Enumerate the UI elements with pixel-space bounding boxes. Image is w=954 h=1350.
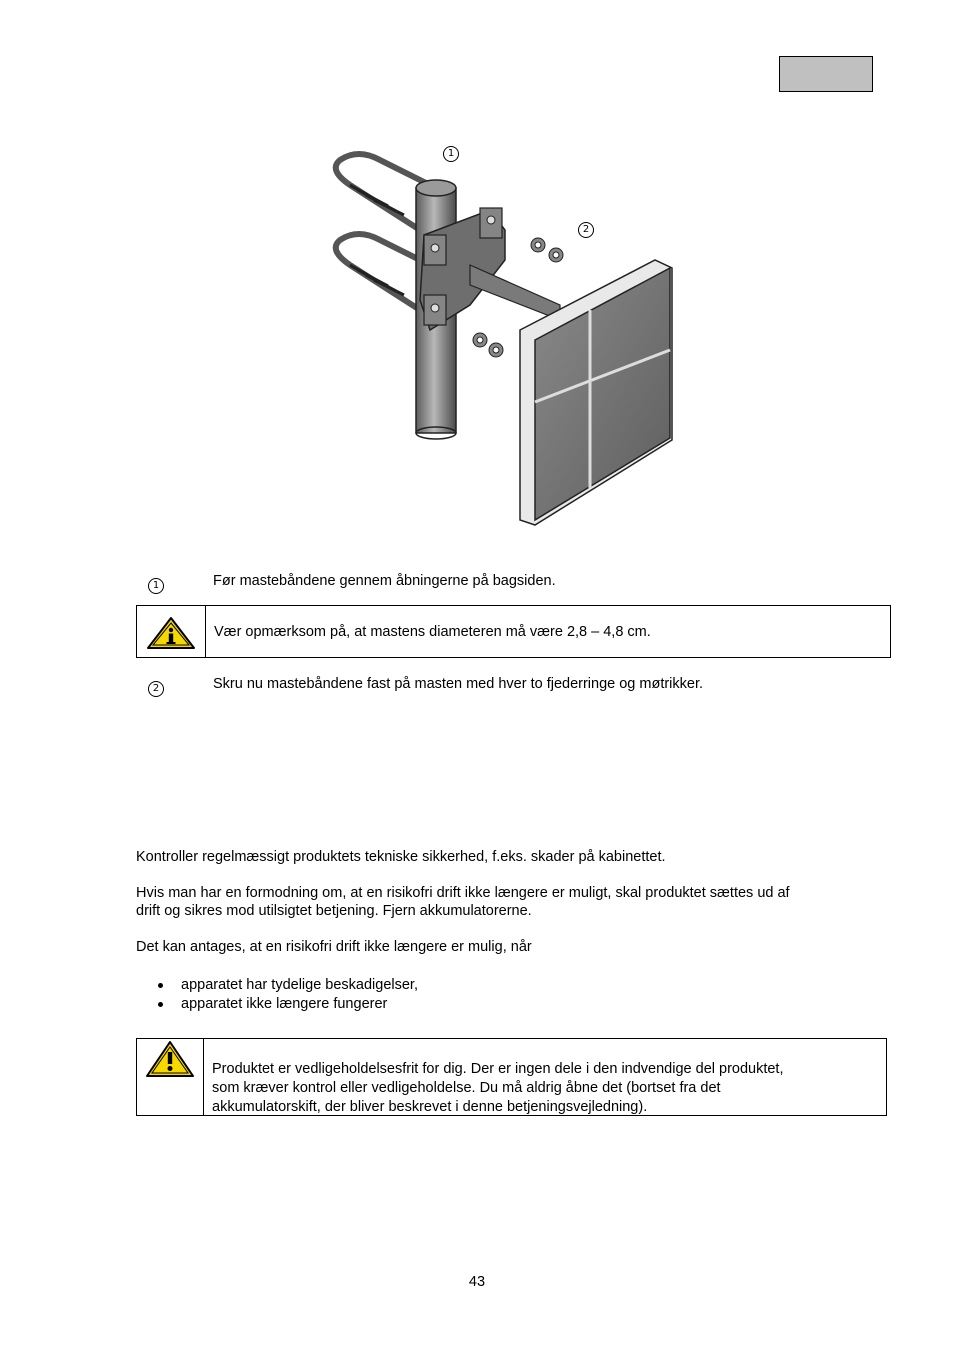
step-1-number: 1: [148, 576, 164, 594]
figure-callout-2: 2: [578, 220, 594, 238]
page-number: 43: [468, 1274, 486, 1290]
list-item: apparatet har tydelige beskadigelser,: [136, 976, 896, 995]
maintenance-warning-box: [136, 1038, 887, 1116]
maintenance-paragraph-3: Det kan antages, at en risikofri drift ikke længere er mulig, når: [136, 939, 532, 955]
maintenance-paragraph-2-line-1: Hvis man har en formodning om, at en risikofri drift ikke længere er muligt, skal produktet sættes ud af: [136, 885, 790, 901]
maintenance-paragraph-2-line-2: drift og sikres mod utilsigtet betjening. Fjern akkumulatorerne.: [136, 903, 532, 919]
list-item: apparatet ikke længere fungerer: [136, 995, 896, 1014]
info-warning-icon: [146, 616, 196, 650]
diameter-notice-text: Vær opmærksom på, at mastens diameteren må være 2,8 – 4,8 cm.: [214, 624, 651, 640]
condition-list: [136, 976, 896, 1014]
step-1-text: Før mastebåndene gennem åbningerne på bagsiden.: [213, 573, 556, 589]
step-2-text: Skru nu mastebåndene fast på masten med hver to fjederringe og møtrikker.: [213, 676, 704, 692]
language-tab: [779, 56, 873, 92]
figure-callout-1: 1: [443, 144, 459, 162]
maintenance-paragraph-1: Kontroller regelmæssigt produktets tekniske sikkerhed, f.eks. skader på kabinettet.: [136, 849, 666, 865]
maintenance-section: [136, 848, 896, 1014]
mast-mount-illustration: [320, 140, 700, 535]
diameter-notice-box: [136, 605, 891, 658]
maintenance-warning-text: Produktet er vedligeholdelsesfrit for dig. Der er ingen dele i den indvendige del produktet, som kræver kontrol eller vedligeholdelse. Du må aldrig åbne det (bortset fra det akkumulatorskift, der bliver beskrevet i denne betjeningsvejledning).: [212, 1061, 784, 1115]
step-2-number: 2: [148, 679, 164, 697]
exclamation-warning-icon: [145, 1039, 195, 1079]
